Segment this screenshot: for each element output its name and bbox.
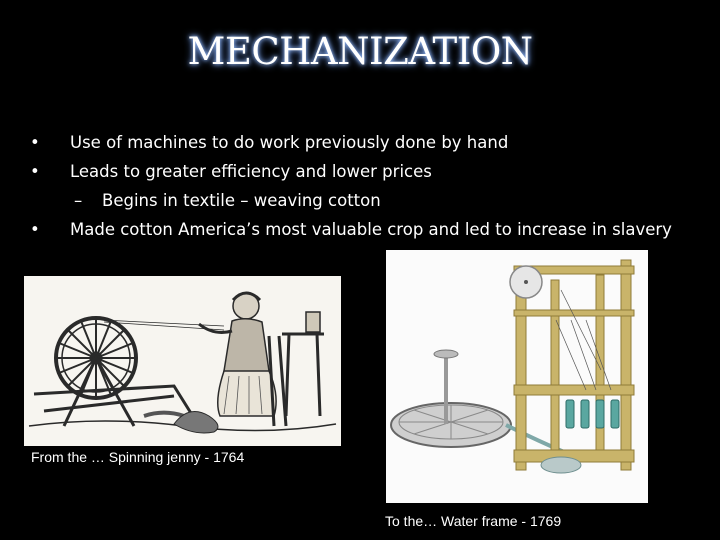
bullet-marker: • — [30, 162, 40, 181]
bullet-text: Use of machines to do work previously done by hand — [70, 133, 509, 152]
bullet-marker: • — [30, 133, 40, 152]
bullet-item — [30, 157, 710, 186]
spinning-jenny-image — [24, 276, 341, 446]
bullet-text: Leads to greater efficiency and lower prices — [70, 162, 432, 181]
bullet-marker: – — [74, 191, 83, 210]
slide-title: MECHANIZATION — [187, 30, 533, 73]
bullet-text: Made cotton America’s most valuable crop and led to increase in slavery — [70, 220, 672, 239]
water-frame-illustration — [386, 250, 648, 503]
spinning-jenny-caption: From the … Spinning jenny - 1764 — [31, 449, 245, 465]
water-frame-image — [386, 250, 648, 503]
bullet-marker: • — [30, 220, 40, 239]
bullet-item — [30, 215, 710, 244]
bullet-item — [30, 128, 710, 157]
bullet-list — [30, 128, 710, 244]
water-frame-caption: To the… Water frame - 1769 — [385, 513, 562, 529]
bullet-text: Begins in textile – weaving cotton — [102, 191, 381, 210]
spinning-jenny-illustration — [24, 276, 341, 446]
sub-bullet-item — [30, 186, 710, 215]
